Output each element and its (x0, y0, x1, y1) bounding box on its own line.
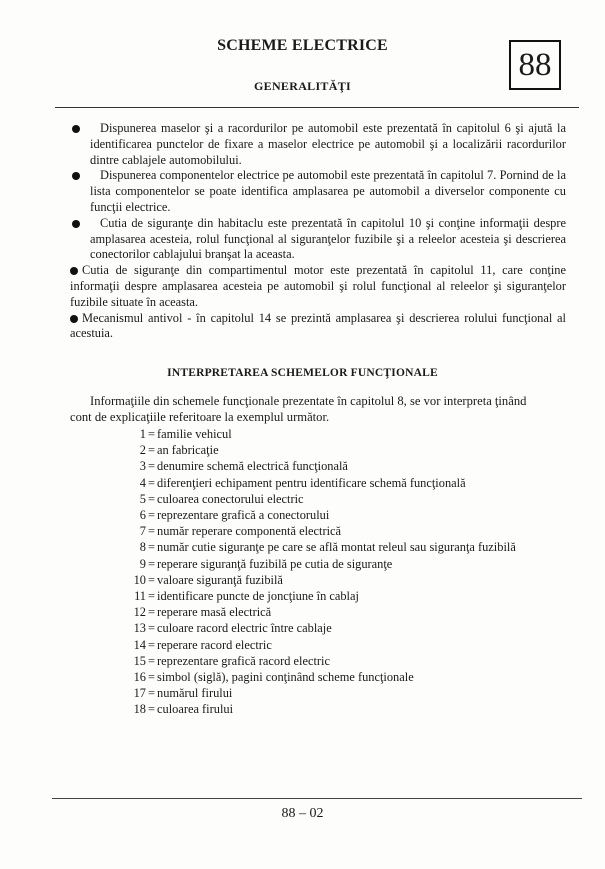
legend-number: 18 (133, 702, 146, 717)
bullet-item (70, 311, 566, 343)
legend-equals: = (148, 670, 155, 685)
legend-item (131, 475, 516, 491)
legend-label: număr cutie siguranţe pe care se află montat releul sau siguranţa fuzibilă (157, 540, 516, 555)
legend-item (131, 458, 516, 474)
bullet-item (70, 168, 566, 215)
legend-equals: = (148, 589, 155, 604)
legend-equals: = (148, 637, 155, 652)
bullet-text-continued: de la lista componentelor se poate identifica amplasarea pe automobil a diverselor componente cu funcţii electrice. (90, 168, 566, 214)
legend-equals: = (148, 605, 155, 620)
legend-list (131, 426, 516, 718)
legend-label: an fabricaţie (157, 443, 219, 458)
footer-divider (52, 798, 582, 799)
bullet-text: Mecanismul antivol - în capitolul 14 se prezintă amplasarea şi descrierea rolului funcţional al acestuia. (70, 310, 566, 341)
legend-number: 5 (139, 491, 146, 506)
legend-equals: = (148, 427, 155, 441)
legend-number: 8 (139, 540, 146, 555)
page-subtitle: GENERALITĂŢI (254, 79, 351, 93)
legend-number: 17 (133, 686, 146, 701)
bullet-icon (72, 220, 80, 228)
legend-number: 3 (139, 459, 146, 474)
bullet-text: Dispunerea componentelor electrice pe automobil este prezentată în capitolul 7. Pornind (100, 168, 539, 183)
legend-number: 1 (139, 427, 146, 441)
bullet-item (70, 121, 566, 168)
legend-item (131, 685, 516, 701)
intro-line: cont de explicaţiile referitoare la exemplul următor. (70, 409, 330, 424)
legend-equals: = (148, 524, 155, 539)
legend-label: diferenţieri echipament pentru identificare schemă funcţională (157, 475, 466, 490)
bullet-text: Cutia de siguranţe din habitaclu este prezentată în capitolul 10 şi conţine informaţii (100, 215, 530, 230)
page-title: SCHEME ELECTRICE (217, 37, 388, 54)
legend-equals: = (148, 508, 155, 523)
legend-equals: = (148, 443, 155, 458)
legend-equals: = (148, 491, 155, 506)
legend-item (131, 426, 516, 442)
legend-item (131, 620, 516, 636)
legend-number: 2 (139, 443, 146, 458)
legend-label: identificare puncte de joncţiune în cablaj (157, 589, 359, 604)
legend-item (131, 637, 516, 653)
legend-item (131, 442, 516, 458)
legend-label: culoare racord electric între cablaje (157, 621, 332, 636)
legend-label: număr reperare componentă electrică (157, 524, 342, 539)
legend-number: 7 (139, 524, 146, 539)
legend-item (131, 701, 516, 717)
intro-line: Informaţiile din schemele funcţionale prezentate în capitolul 8, se vor interpreta ţinând (90, 394, 527, 408)
legend-item (131, 523, 516, 539)
legend-number: 6 (139, 508, 146, 523)
bullet-text: Dispunerea maselor şi a racordurilor pe automobil este prezentată în capitolul 6 şi (100, 121, 524, 135)
legend-number: 14 (133, 637, 146, 652)
legend-equals: = (148, 621, 155, 636)
legend-item (131, 507, 516, 523)
legend-label: reperare siguranţă fuzibilă pe cutia de siguranţe (157, 556, 393, 571)
section-heading: INTERPRETAREA SCHEMELOR FUNCŢIONALE (167, 367, 438, 379)
legend-label: culoarea conectorului electric (157, 491, 304, 506)
legend-label: numărul firului (157, 686, 233, 701)
bullet-icon (70, 267, 78, 275)
legend-label: simbol (siglă), pagini conţinând scheme funcţionale (157, 670, 414, 685)
legend-label: reprezentare grafică a conectorului (157, 508, 330, 523)
chapter-number-box: 88 (509, 40, 561, 90)
legend-item (131, 653, 516, 669)
legend-equals: = (148, 686, 155, 701)
legend-label: reprezentare grafică racord electric (157, 653, 330, 668)
legend-label: reperare racord electric (157, 637, 272, 652)
legend-number: 16 (133, 670, 146, 685)
legend-number: 13 (133, 621, 146, 636)
legend-number: 15 (133, 653, 146, 668)
legend-equals: = (148, 459, 155, 474)
legend-item (131, 556, 516, 572)
legend-number: 4 (139, 475, 146, 490)
legend-number: 10 (133, 572, 146, 587)
legend-item (131, 604, 516, 620)
bullet-icon (70, 315, 78, 323)
legend-number: 12 (133, 605, 146, 620)
bullet-item (70, 263, 566, 310)
section-intro (70, 394, 566, 425)
legend-item (131, 539, 516, 555)
legend-label: familie vehicul (157, 427, 232, 441)
legend-label: denumire schemă electrică funcţională (157, 459, 348, 474)
bullet-icon (72, 172, 80, 180)
bullet-text: Cutia de siguranţe din compartimentul motor este prezentată în capitolul 11, care conţine informaţii despre amplasarea acesteia pe automobil şi rolul funcţional al releelor şi siguranţelor fuzibile situate în aceasta. (70, 263, 566, 309)
legend-label: culoarea firului (157, 702, 234, 717)
bullet-item (70, 216, 566, 263)
legend-equals: = (148, 702, 155, 717)
bullet-text-continued: despre amplasarea acesteia, rolul funcţional al siguranţelor fuzibile şi a releelor acesteia şi descrierea conectorilor cablajului branşat la aceasta. (90, 215, 566, 262)
bullet-list (70, 121, 566, 342)
legend-equals: = (148, 572, 155, 587)
bullet-text-continued: ajută la identificarea punctelor de fixare a maselor electrice pe automobil şi a localizării racordurilor dintre cablajele automobilului. (90, 121, 566, 167)
bullet-icon (72, 125, 80, 133)
legend-equals: = (148, 653, 155, 668)
legend-label: reperare masă electrică (157, 605, 272, 620)
header-divider (55, 107, 579, 108)
legend-item (131, 669, 516, 685)
legend-equals: = (148, 556, 155, 571)
legend-number: 11 (134, 589, 146, 604)
legend-equals: = (148, 475, 155, 490)
legend-number: 9 (139, 556, 146, 571)
page-number: 88 – 02 (281, 806, 324, 821)
legend-item (131, 588, 516, 604)
legend-label: valoare siguranţă fuzibilă (157, 572, 283, 587)
legend-item (131, 491, 516, 507)
legend-item (131, 572, 516, 588)
legend-equals: = (148, 540, 155, 555)
